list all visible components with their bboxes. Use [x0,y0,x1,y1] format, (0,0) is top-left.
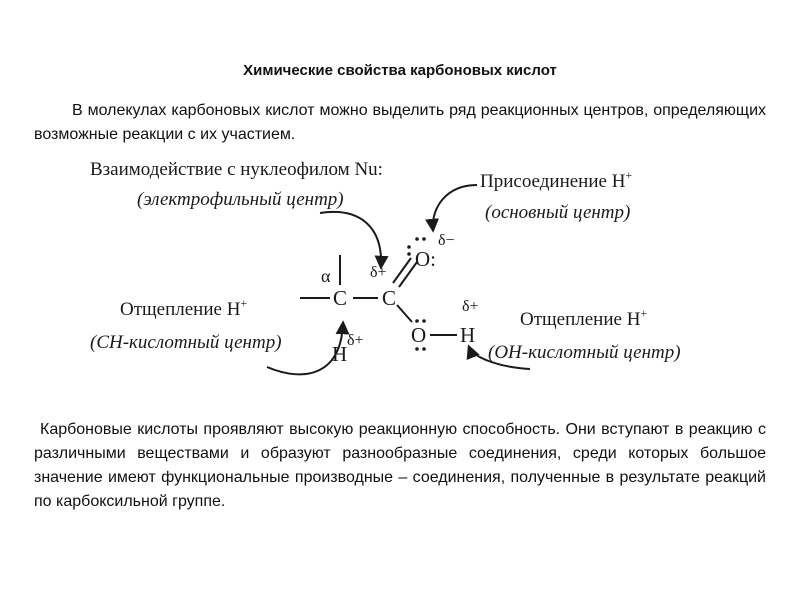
alpha-hydrogen-atom: H [332,342,348,366]
nucleophile-label: Взаимодействие с нуклеофилом Nu: [90,159,383,180]
oh-elimination-plus: + [640,306,648,320]
electrophilic-center-label: (электрофильный центр) [137,189,344,210]
alpha-symbol: α [321,266,331,286]
protonation-label-text: Присоединение H [480,171,626,192]
bond-c-o-double-2 [399,262,417,287]
alpha-carbon-atom: C [333,286,348,310]
oh-elimination-label [520,306,647,330]
oh-hydrogen-charge: δ+ [462,298,479,315]
bond-c-oh [397,305,412,322]
ch-elimination-label-text: Отщепление H [120,299,241,320]
ch-elimination-plus: + [240,296,248,310]
carbonyl-carbon-atom: C [382,286,397,310]
conclusion-paragraph: Карбоновые кислоты проявляют высокую реакционную способность. Они вступают в реакцию с различными веществами и образуют разнообразные соединения, среди которых большое значение имеют функциональные производные – соединения, полученные в результате реакций по карбоксильной группе. [34,421,766,510]
ch-elimination-label [120,296,247,320]
oh-elimination-label-text: Отщепление H [520,309,641,330]
nucleophile-arrow [320,212,381,267]
page-title: Химические свойства карбоновых кислот [243,62,557,79]
intro-paragraph: В молекулах карбоновых кислот можно выделить ряд реакционных центров, определяющих возможные реакции с их участием. [34,102,766,143]
basic-center-label: (основный центр) [485,202,631,223]
carbonyl-carbon-charge: δ+ [370,264,387,281]
ch-acid-center-label: (CH-кислотный центр) [90,332,282,353]
reaction-centers-diagram [75,155,695,390]
protonation-plus: + [625,168,633,182]
oh-acid-center-label: (OH-кислотный центр) [488,342,681,363]
protonation-arrow [433,185,477,230]
hydroxyl-hydrogen-atom: H [460,323,476,347]
carbonyl-oxygen-atom: O: [415,247,436,271]
alpha-hydrogen-charge: δ+ [347,332,364,349]
bond-c-o-double-1 [393,258,411,283]
protonation-label [480,168,632,192]
hydroxyl-oxygen-atom: O [411,323,427,347]
carbonyl-oxygen-charge: δ− [438,232,455,249]
